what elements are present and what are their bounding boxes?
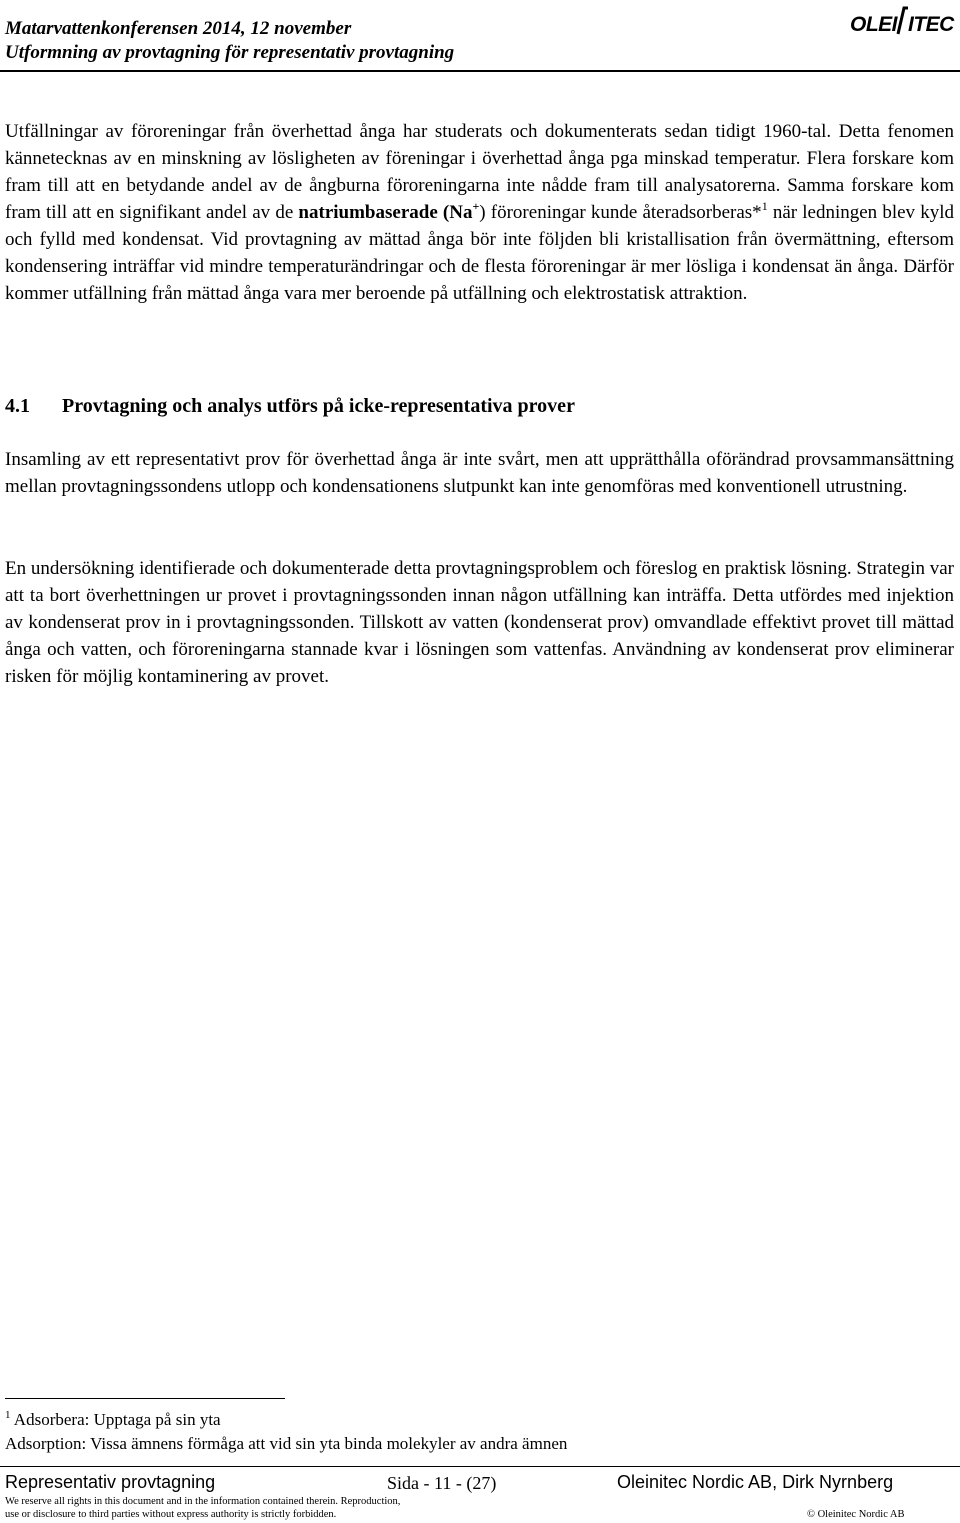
- footnote-reference: 1: [761, 199, 768, 213]
- paragraph-text: ) föroreningar kunde återadsorberas*: [479, 202, 762, 223]
- footer-divider: [0, 1466, 960, 1467]
- copyright-notice: © Oleinitec Nordic AB: [807, 1509, 905, 1520]
- company-logo: [848, 4, 954, 38]
- paragraph-text: när ledningen blev kyld och fylld med kondensat. Vid provtagning av mättad ånga bör inte följden bli kristallisation från övermättning, eftersom kondensering inträffar vid mindre temperaturändringar och de flesta föroreningar är mer lösliga i kondensat än ånga. Därför kommer utfällning från mättad ånga vara mer beroende på utfällning och elektrostatisk attraktion.: [5, 202, 954, 304]
- footnote-1: [5, 1409, 221, 1431]
- document-header-title: Matarvattenkonferensen 2014, 12 november: [5, 18, 352, 39]
- bold-term: natriumbaserade (Na+: [298, 199, 480, 223]
- section-number: 4.1: [5, 395, 30, 417]
- body-paragraph-1: [5, 118, 954, 307]
- oleinitec-logo-icon: [848, 4, 954, 38]
- footnote-text: Adsorbera: Upptaga på sin yta: [10, 1410, 221, 1429]
- footer-document-title: Representativ provtagning: [5, 1472, 216, 1492]
- footnote-number: 1: [5, 1409, 11, 1421]
- svg-text:ITEC: ITEC: [908, 13, 954, 36]
- paragraph-text: Utfällningar av föroreningar från överhettad ånga har studerats och dokumenterats sedan tidigt 1960-tal. Detta fenomen kännetecknas av en minskning av lösligheten av föreningar i överhettad ånga pga minskad temperatur. Flera forskare kom fram till att en betydande andel av de ångburna föroreningarna inte nådde fram till analysatorerna. Samma forskare kom fram till att en signifikant andel av de: [5, 121, 954, 223]
- section-heading: [5, 393, 575, 420]
- superscript-plus: +: [472, 199, 480, 213]
- rights-notice-line-2: use or disclosure to third parties without express authority is strictly forbidden.: [5, 1509, 337, 1520]
- body-paragraph-3: En undersökning identifierade och dokumenterade detta provtagningsproblem och föreslog en praktisk lösning. Strategin var att ta bort överhettningen ur provet i provtagningssonden innan någon utfällning kan inträffa. Detta utfördes med injektion av kondenserat prov in i provtagningssonden. Tillskott av vatten (kondenserat prov) omvandlade effektivt provet till mättad ånga och vatten, och föroreningarna stannade kvar i lösningen som vattenfas. Användning av kondenserat prov eliminerar risken för möjlig kontaminering av provet.: [5, 558, 954, 687]
- header-divider: [0, 70, 960, 72]
- page-number: Sida - 11 - (27): [387, 1473, 497, 1493]
- document-header-subtitle: Utformning av provtagning för representativ provtagning: [5, 42, 455, 63]
- rights-notice-line-1: We reserve all rights in this document and in the information contained therein. Reproduction,: [5, 1496, 401, 1507]
- footnote-2: Adsorption: Vissa ämnens förmåga att vid sin yta binda molekyler av andra ämnen: [5, 1434, 568, 1453]
- svg-text:OLEI: OLEI: [850, 13, 898, 36]
- section-title: Provtagning och analys utförs på icke-representativa prover: [62, 395, 575, 417]
- body-paragraph-2: Insamling av ett representativt prov för överhettad ånga är inte svårt, men att upprätthålla oförändrad provsammansättning mellan provtagningssondens utlopp och kondensationens slutpunkt kan inte genomföras med konventionell utrustning.: [5, 449, 954, 497]
- footer-company-author: Oleinitec Nordic AB, Dirk Nyrnberg: [617, 1472, 894, 1492]
- footnote-divider: [5, 1398, 285, 1399]
